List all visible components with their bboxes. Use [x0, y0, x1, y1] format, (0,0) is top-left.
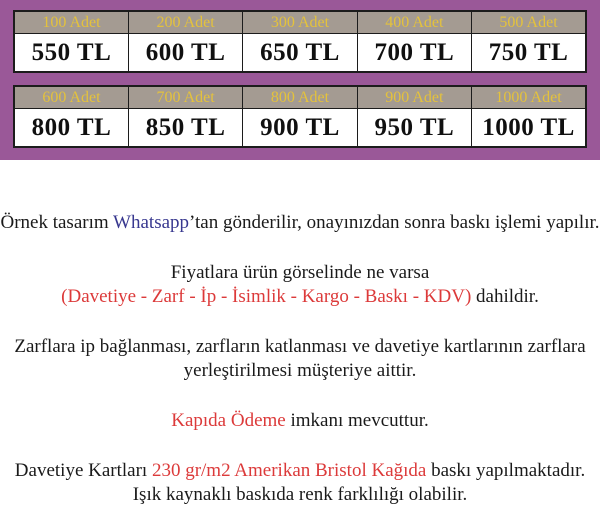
- price-cell: 1000 TL: [472, 109, 586, 148]
- quantity-header-cell: 600 Adet: [14, 86, 128, 109]
- price-cell: 600 TL: [128, 34, 242, 73]
- quantity-header-cell: 700 Adet: [128, 86, 242, 109]
- price-cell: 550 TL: [14, 34, 128, 73]
- quantity-header-cell: 900 Adet: [357, 86, 471, 109]
- price-row: [14, 109, 586, 148]
- paper-spec-text: 230 gr/m2 Amerikan Bristol Kağıda: [151, 460, 427, 481]
- price-table-2: [13, 85, 587, 148]
- note-text: yerleştirilmesi müşteriye aittir.: [183, 360, 417, 381]
- price-row: [14, 34, 586, 73]
- whatsapp-text: Whatsapp: [113, 212, 190, 233]
- quantity-header-cell: 300 Adet: [243, 11, 357, 34]
- quantity-row: [14, 11, 586, 34]
- note-text: dahildir.: [471, 286, 539, 307]
- price-cell: 900 TL: [243, 109, 357, 148]
- note-text: Davetiye Kartları: [14, 460, 152, 481]
- note-text: Zarflara ip bağlanması, zarfların katlanması ve davetiye kartlarının zarflara: [14, 336, 586, 357]
- note-text: baskı yapılmaktadır.: [426, 460, 586, 481]
- note-price-includes: [0, 261, 600, 309]
- price-cell: 650 TL: [243, 34, 357, 73]
- price-cell: 750 TL: [472, 34, 586, 73]
- note-text: Örnek tasarım: [0, 212, 114, 233]
- cod-text: Kapıda Ödeme: [171, 410, 286, 431]
- price-cell: 700 TL: [357, 34, 471, 73]
- quantity-row: [14, 86, 586, 109]
- note-design-approval: [0, 211, 600, 235]
- quantity-header-cell: 500 Adet: [472, 11, 586, 34]
- price-cell: 950 TL: [357, 109, 471, 148]
- note-paper-type: [0, 459, 600, 507]
- price-banner: [0, 0, 600, 160]
- quantity-header-cell: 800 Adet: [243, 86, 357, 109]
- quantity-header-cell: 200 Adet: [128, 11, 242, 34]
- included-items-text: (Davetiye - Zarf - İp - İsimlik - Kargo - Baskı - KDV): [61, 286, 472, 307]
- price-cell: 850 TL: [128, 109, 242, 148]
- note-text: Fiyatlara ürün görselinde ne varsa: [170, 262, 430, 283]
- note-text: Işık kaynaklı baskıda renk farklılığı olabilir.: [132, 484, 468, 505]
- price-table-1: [13, 10, 587, 73]
- note-text: ’tan gönderilir, onayınızdan sonra baskı işlemi yapılır.: [189, 212, 600, 233]
- quantity-header-cell: 1000 Adet: [472, 86, 586, 109]
- quantity-header-cell: 100 Adet: [14, 11, 128, 34]
- quantity-header-cell: 400 Adet: [357, 11, 471, 34]
- notes-section: [0, 160, 600, 507]
- note-text: imkanı mevcuttur.: [285, 410, 429, 431]
- note-assembly-responsibility: [0, 335, 600, 383]
- price-cell: 800 TL: [14, 109, 128, 148]
- note-cash-on-delivery: [0, 409, 600, 433]
